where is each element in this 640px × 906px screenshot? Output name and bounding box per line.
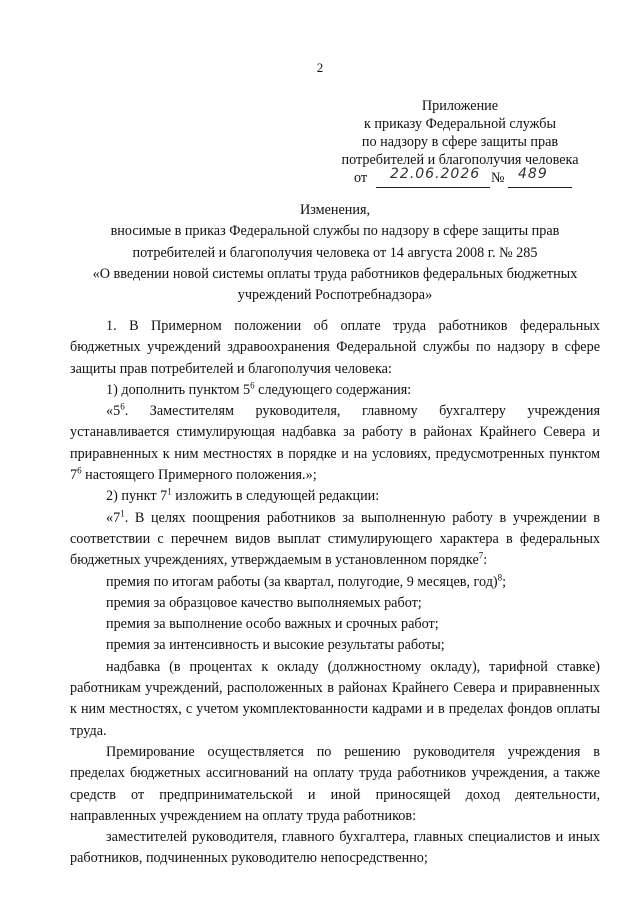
number-underline [508, 187, 572, 188]
order-date-number-line [340, 166, 580, 189]
date-underline [376, 187, 490, 188]
appendix-block [340, 97, 580, 189]
page-number: 2 [316, 60, 324, 75]
document-heading [70, 200, 600, 306]
paragraph-12: заместителей руководителя, главного бухгалтера, главных специалистов и иных работников, подчиненных руководителю непосредственно; [70, 829, 600, 867]
paragraph-2: 1) дополнить пунктом $5^6$ следующего содержания: [106, 380, 412, 398]
paragraph-3: «$5^6$. Заместителям руководителя, главному бухгалтеру учреждения устанавливается стимулирующая надбавка за работу в районах Крайнего Севера и приравненных к ним местностях в порядке и на условиях, предусмотренных пунктом $7^6$ настоящего Примерного положения.»; [70, 401, 600, 484]
document-body [70, 316, 600, 870]
paragraph-7: премия за образцовое качество выполняемых работ; [106, 594, 422, 611]
appendix-line: по надзору в сфере защиты прав [361, 134, 559, 150]
order-date-handwritten: 22.06.2026 [390, 166, 481, 182]
paragraph-10: надбавка (в процентах к окладу (должностному окладу), тарифной ставке) работникам учреждений, расположенных в районах Крайнего Севера и приравненных к ним местностях, с учетом укомплектованности кадрами и в пределах фондов оплаты труда. [70, 658, 600, 739]
heading-title: Изменения, [299, 202, 371, 218]
paragraph-6: премия по итогам работы (за квартал, полугодие, 9 месяцев, год)$^8$; [106, 571, 507, 590]
paragraph-1: 1. В Примерном положении об оплате труда работников федеральных бюджетных учреждений здравоохранения Федеральной службы по надзору в сфере защиты прав потребителей и благополучия человека: [70, 318, 600, 377]
heading-line: вносимые в приказ Федеральной службы по надзору в сфере защиты прав [110, 223, 560, 240]
order-number-handwritten: 489 [518, 166, 548, 182]
heading-line: «О введении новой системы оплаты труда работников федеральных бюджетных [92, 265, 578, 282]
paragraph-5: «$7^1$. В целях поощрения работников за выполненную работу в учреждении в соответствии с перечнем видов выплат стимулирующего характера в федеральных бюджетных учреждениях, утверждаемым в установленном порядке$^7$: [70, 507, 600, 569]
paragraph-8: премия за выполнение особо важных и срочных работ; [106, 616, 439, 633]
number-label: № [491, 170, 505, 186]
appendix-line: к приказу Федеральной службы [363, 116, 556, 132]
heading-line: потребителей и благополучия человека от 14 августа 2008 г. № 285 [132, 244, 538, 261]
appendix-title: Приложение [421, 98, 499, 114]
heading-line: учреждений Роспотребнадзора» [237, 287, 433, 304]
date-label: от [354, 170, 368, 186]
appendix-line: потребителей и благополучия человека [341, 152, 579, 168]
paragraph-4: 2) пункт $7^1$ изложить в следующей редакции: [106, 486, 380, 505]
paragraph-9: премия за интенсивность и высокие результаты работы; [106, 637, 445, 654]
paragraph-11: Премирование осуществляется по решению руководителя учреждения в пределах бюджетных ассигнований на оплату труда работников учреждения, а также средств от предпринимательской и иной приносящей доход деятельности, направленных учреждением на оплату труда работников: [70, 743, 600, 824]
